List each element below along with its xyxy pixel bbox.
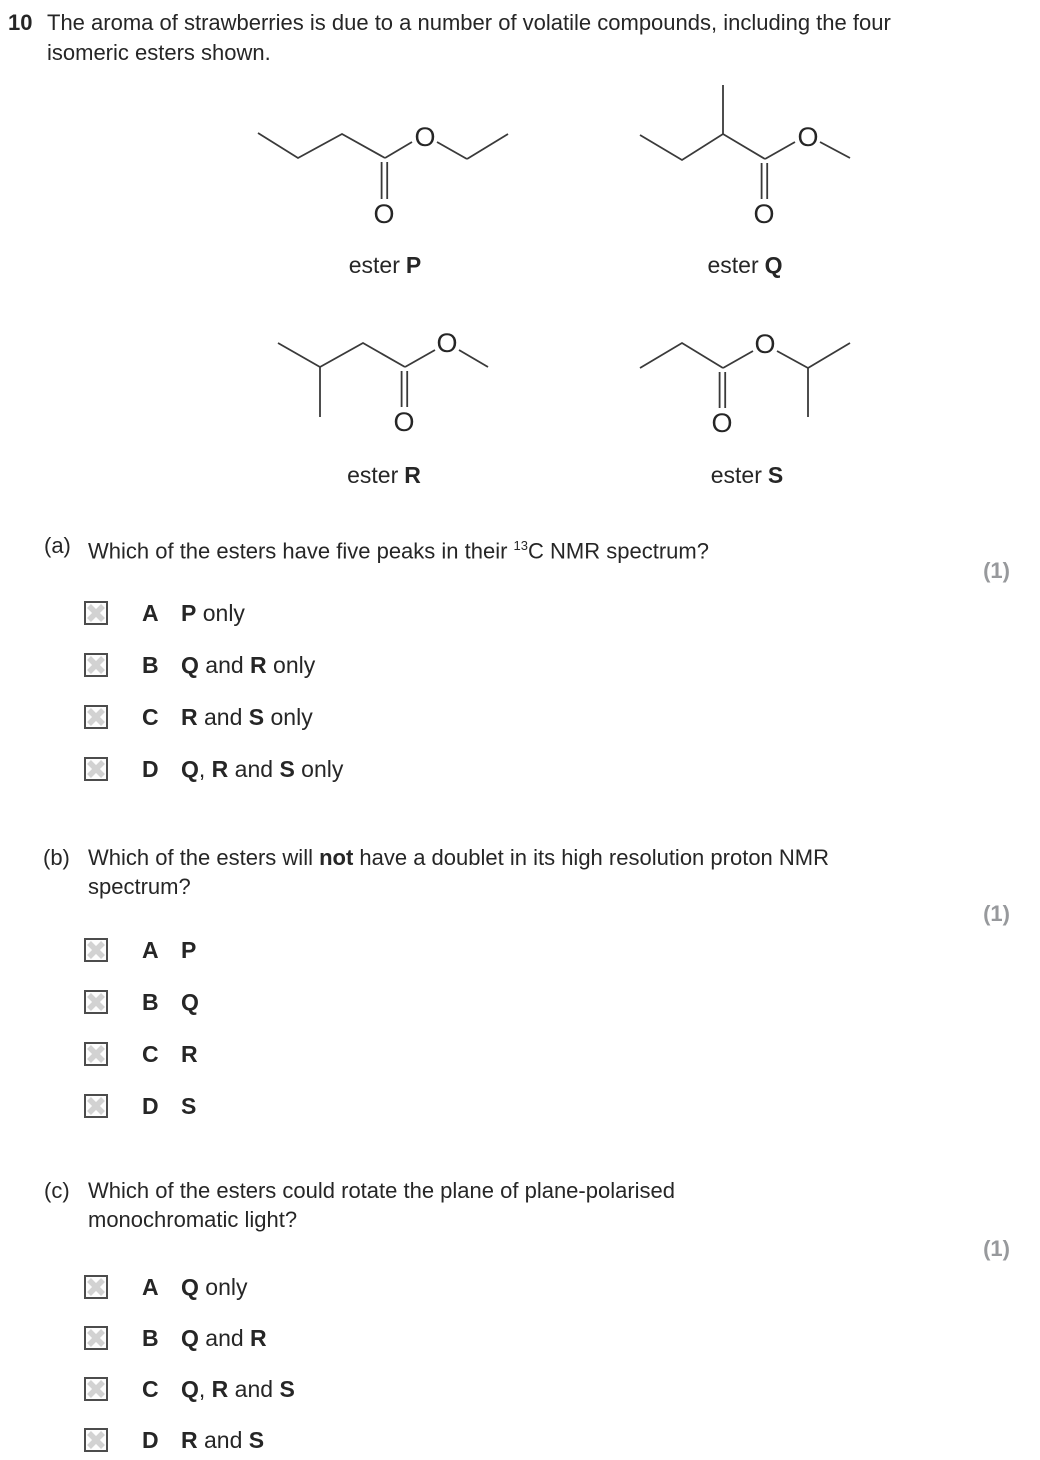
option-row xyxy=(84,988,199,1016)
option-text: Q only xyxy=(181,1273,248,1300)
option-row xyxy=(84,1375,295,1403)
oxygen-atom-label: O xyxy=(753,199,775,229)
option-letter: A xyxy=(142,1273,159,1300)
ester-s-structure xyxy=(640,343,850,417)
x-mark-icon xyxy=(86,655,106,675)
ester-structures-canvas xyxy=(0,70,1040,500)
part-b-prompt: Which of the esters will not have a doublet in its high resolution proton NMR spectrum? xyxy=(88,845,829,899)
x-mark-icon xyxy=(86,707,106,727)
x-mark-icon xyxy=(86,1044,106,1064)
oxygen-atom-label: O xyxy=(797,122,819,152)
oxygen-atom-label: O xyxy=(754,329,776,359)
x-mark-icon xyxy=(86,940,106,960)
question-number: 10 xyxy=(8,10,33,35)
part-a-label: (a) xyxy=(44,533,71,558)
oxygen-atom-label: O xyxy=(436,328,458,358)
option-checkbox[interactable] xyxy=(84,653,108,677)
oxygen-atom-label: O xyxy=(393,407,415,437)
ester-label-prefix: ester xyxy=(347,462,399,488)
ester-label-letter: P xyxy=(405,252,422,278)
option-row xyxy=(84,936,196,964)
option-text: P only xyxy=(181,599,245,626)
option-text: Q and R xyxy=(181,1324,267,1351)
option-text: P xyxy=(181,936,197,963)
option-checkbox[interactable] xyxy=(84,1326,108,1350)
option-checkbox[interactable] xyxy=(84,1094,108,1118)
option-row xyxy=(84,703,313,731)
ester-label-letter: Q xyxy=(764,252,783,278)
option-letter: D xyxy=(142,1426,159,1453)
option-checkbox[interactable] xyxy=(84,1042,108,1066)
option-letter: B xyxy=(142,988,159,1015)
part-c-prompt: Which of the esters could rotate the plane of plane-polarised monochromatic light? xyxy=(88,1178,676,1232)
option-letter: D xyxy=(142,755,159,782)
x-mark-icon xyxy=(86,603,106,623)
option-letter: B xyxy=(142,1324,159,1351)
option-checkbox[interactable] xyxy=(84,705,108,729)
option-letter: C xyxy=(142,703,159,730)
ester-p-label xyxy=(280,252,490,278)
part-b-marks: (1) xyxy=(983,901,1010,926)
option-letter: C xyxy=(142,1375,159,1402)
part-a-marks: (1) xyxy=(983,558,1010,583)
part-c-label: (c) xyxy=(44,1178,70,1203)
option-text: R and S only xyxy=(181,703,313,730)
option-text: Q xyxy=(181,988,199,1015)
part-b-label: (b) xyxy=(43,845,70,870)
option-letter: B xyxy=(142,651,159,678)
ester-q-label xyxy=(640,252,850,278)
x-mark-icon xyxy=(86,992,106,1012)
oxygen-atom-label: O xyxy=(414,122,436,152)
option-checkbox[interactable] xyxy=(84,601,108,625)
ester-r-label xyxy=(279,462,489,488)
option-row xyxy=(84,651,315,679)
option-row xyxy=(84,755,343,783)
option-letter: C xyxy=(142,1040,159,1067)
x-mark-icon xyxy=(86,1277,106,1297)
option-letter: A xyxy=(142,936,159,963)
oxygen-atom-label: O xyxy=(373,199,395,229)
option-checkbox[interactable] xyxy=(84,757,108,781)
option-row xyxy=(84,1426,264,1454)
option-text: R and S xyxy=(181,1426,265,1453)
ester-label-prefix: ester xyxy=(707,252,759,278)
option-letter: A xyxy=(142,599,159,626)
x-mark-icon xyxy=(86,1328,106,1348)
part-c-marks: (1) xyxy=(983,1236,1010,1261)
x-mark-icon xyxy=(86,1430,106,1450)
x-mark-icon xyxy=(86,759,106,779)
ester-s-label xyxy=(642,462,852,488)
oxygen-atom-label: O xyxy=(711,408,733,438)
option-checkbox[interactable] xyxy=(84,938,108,962)
option-text: Q, R and S only xyxy=(181,755,344,782)
option-row xyxy=(84,599,245,627)
ester-label-prefix: ester xyxy=(348,252,400,278)
option-text: S xyxy=(181,1092,197,1119)
option-checkbox[interactable] xyxy=(84,990,108,1014)
question-intro-text: The aroma of strawberries is due to a number of volatile compounds, including the four isomeric esters shown. xyxy=(47,10,891,65)
option-row xyxy=(84,1092,196,1120)
x-mark-icon xyxy=(86,1096,106,1116)
option-row xyxy=(84,1324,267,1352)
option-letter: D xyxy=(142,1092,159,1119)
option-checkbox[interactable] xyxy=(84,1377,108,1401)
ester-p-structure xyxy=(258,133,508,199)
option-checkbox[interactable] xyxy=(84,1275,108,1299)
ester-label-letter: S xyxy=(767,462,784,488)
option-text: R xyxy=(181,1040,198,1067)
x-mark-icon xyxy=(86,1379,106,1399)
option-checkbox[interactable] xyxy=(84,1428,108,1452)
ester-label-letter: R xyxy=(404,462,421,488)
option-row xyxy=(84,1273,247,1301)
ester-label-prefix: ester xyxy=(710,462,762,488)
option-row xyxy=(84,1040,198,1068)
option-text: Q and R only xyxy=(181,651,316,678)
option-text: Q, R and S xyxy=(181,1375,295,1402)
part-a-prompt: Which of the esters have five peaks in their $^{13}$C NMR spectrum? xyxy=(88,538,709,564)
